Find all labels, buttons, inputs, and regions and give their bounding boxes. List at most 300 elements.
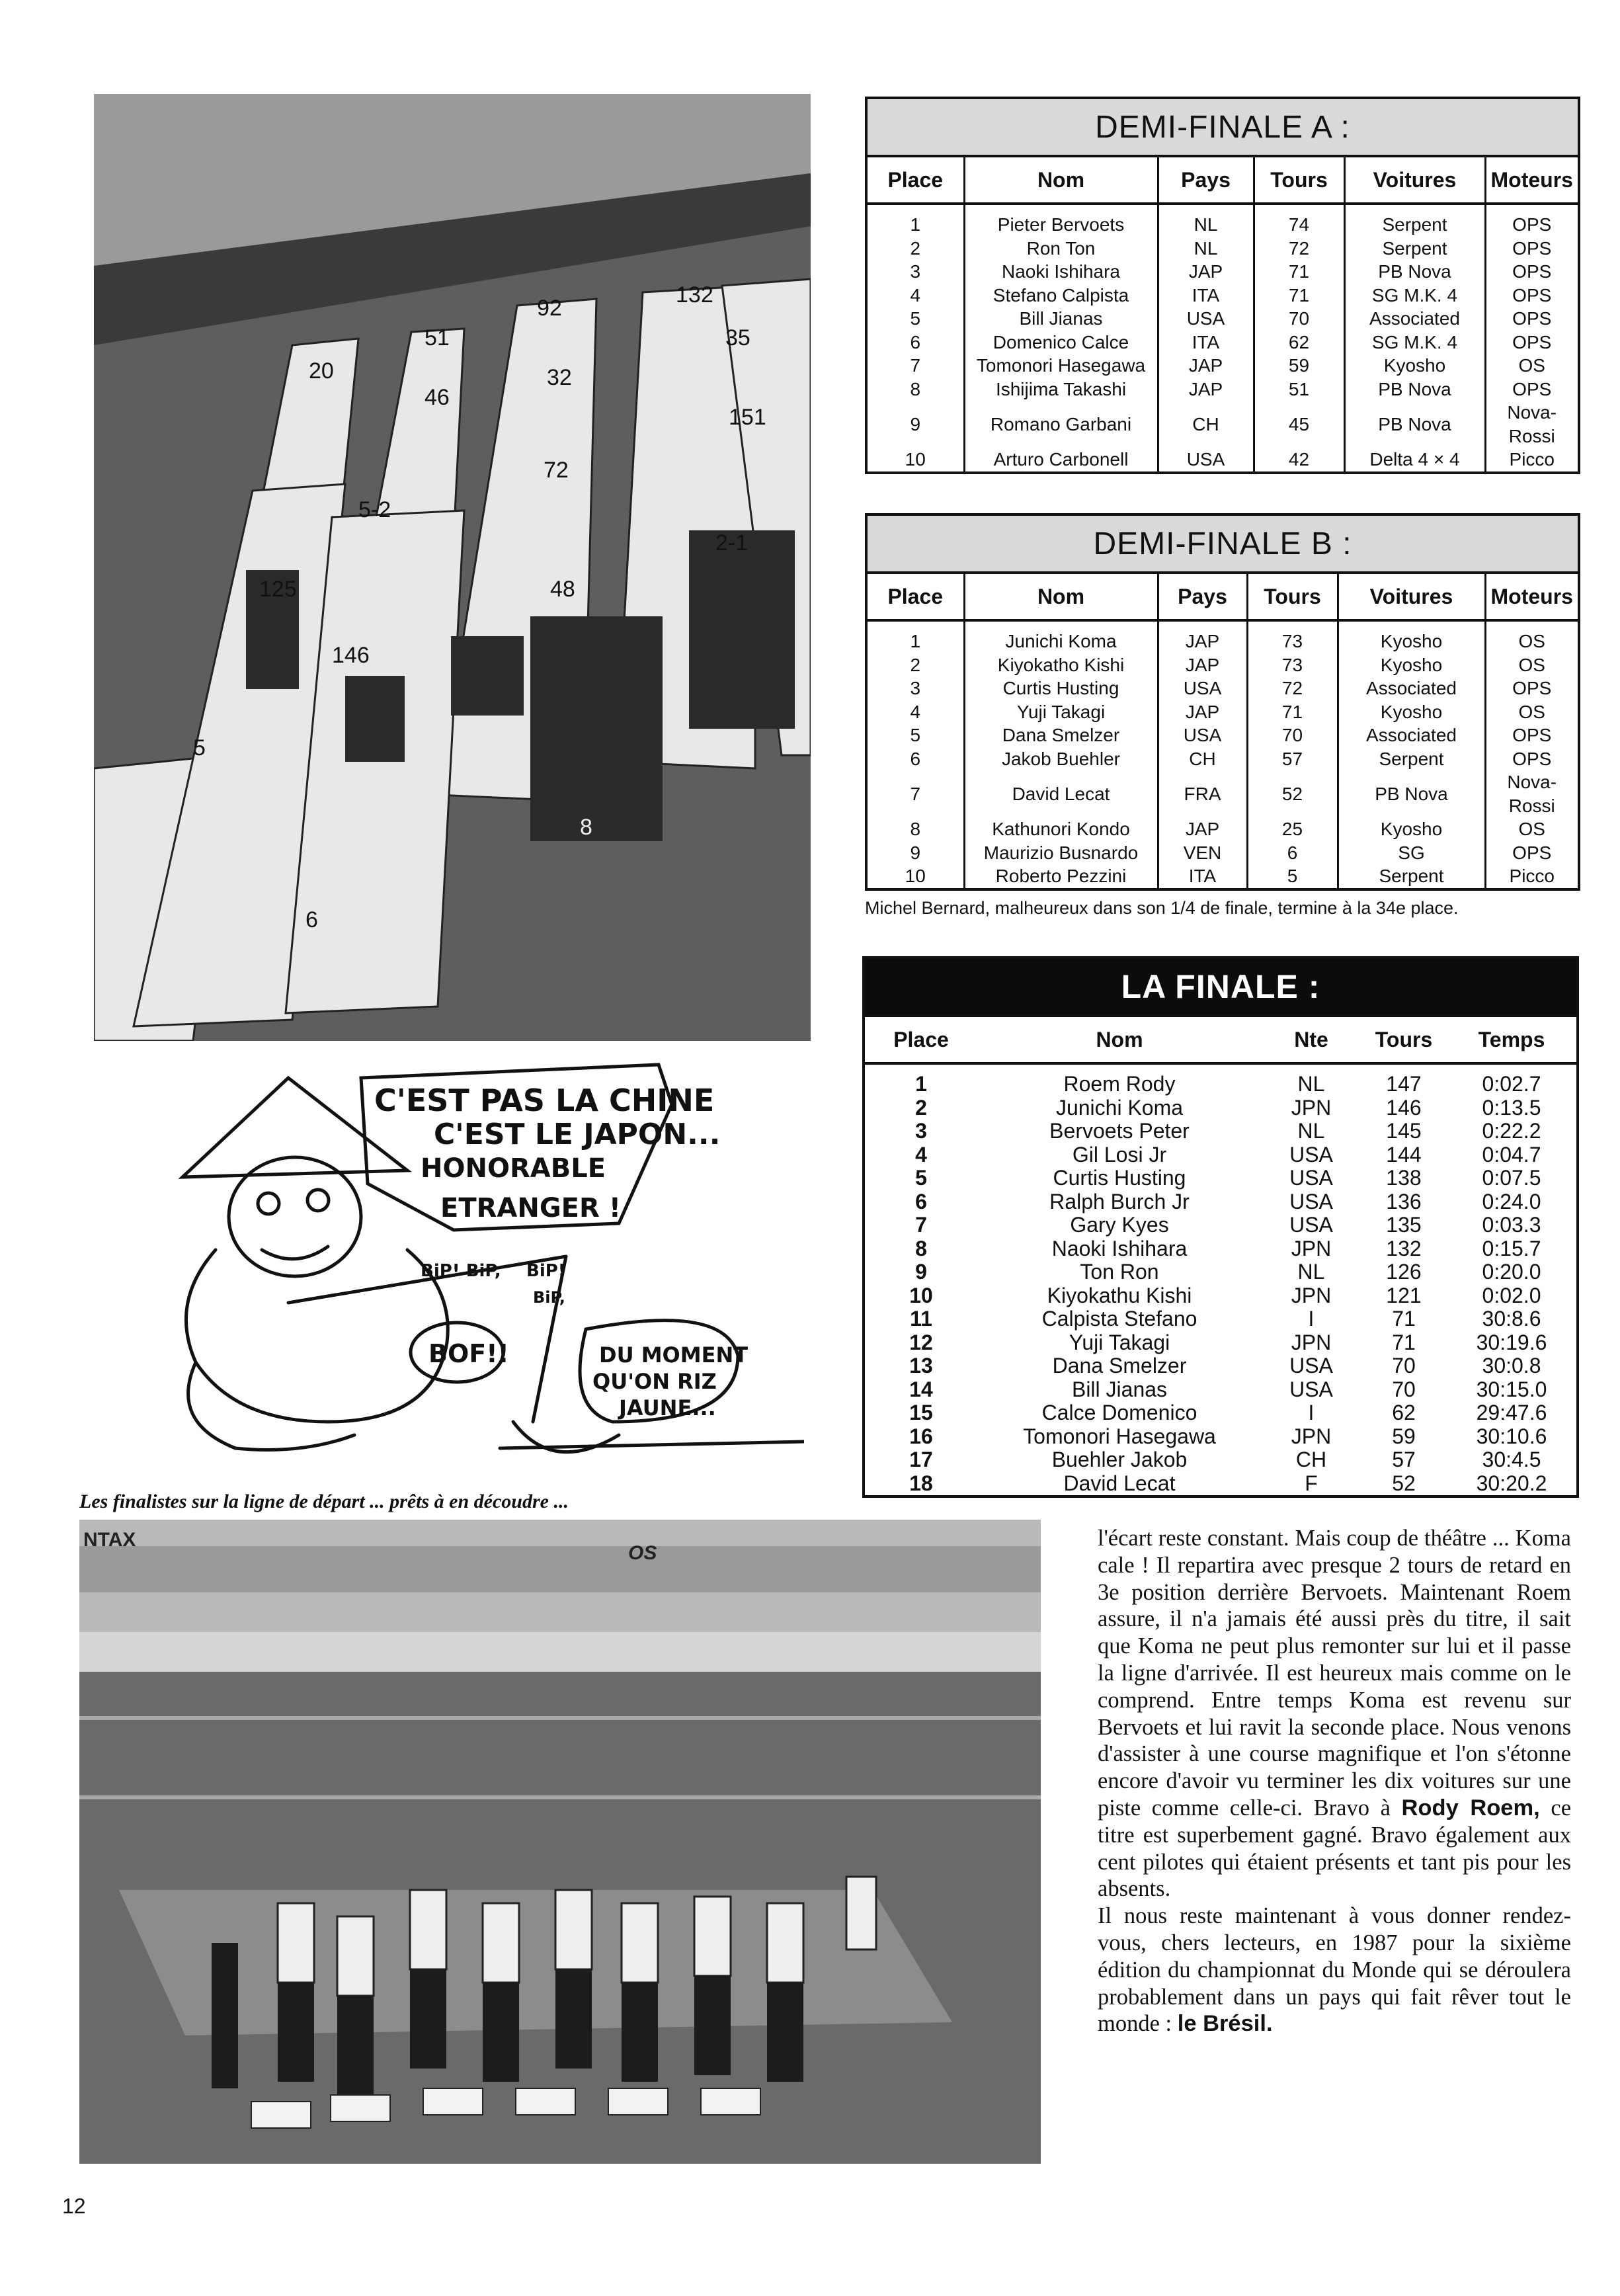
table-cell: 30:15.0: [1476, 1377, 1547, 1401]
table-row: [865, 1120, 1576, 1143]
col-header-voitures: Voitures: [1338, 574, 1485, 620]
cartoon-bip: BiP!: [526, 1261, 566, 1281]
table-cell: 7: [915, 1213, 927, 1237]
table-cell: NL: [1297, 1072, 1325, 1096]
col-header-tours: Tours: [1361, 1017, 1447, 1063]
table-row: [865, 1096, 1576, 1120]
table-cell: F: [1305, 1471, 1318, 1495]
table-row: [865, 1401, 1576, 1425]
table-cell: Kyosho: [1338, 653, 1485, 677]
table-cell: JPN: [1291, 1236, 1332, 1260]
table-cell: USA: [1158, 723, 1247, 747]
table-cell: Roberto Pezzini: [964, 864, 1158, 888]
table-cell: Kiyokatho Kishi: [964, 653, 1158, 677]
table-cell: 4: [910, 701, 921, 722]
table-row: [868, 700, 1578, 724]
col-header-tours: Tours: [1247, 574, 1338, 620]
col-header-place: Place: [865, 1017, 977, 1063]
table-cell: CH: [1295, 1448, 1327, 1471]
table-cell: USA: [1289, 1189, 1333, 1213]
table-cell: OPS: [1485, 747, 1578, 771]
article-paragraph: [1098, 1903, 1571, 2037]
table-cell: 138: [1386, 1166, 1422, 1190]
car-number: 8: [580, 815, 592, 840]
table-row: [868, 378, 1578, 401]
table-cell: JAP: [1158, 620, 1247, 653]
table-cell: Picco: [1485, 448, 1578, 472]
car-number: 72: [544, 458, 569, 483]
table-cell: 70: [1392, 1354, 1416, 1377]
table-cell: PB Nova: [1344, 378, 1485, 401]
table-cell: Bervoets Peter: [1049, 1119, 1190, 1143]
cartoon-speech-line: HONORABLE: [421, 1153, 606, 1184]
table-row: [868, 864, 1578, 888]
table-row: [865, 1307, 1576, 1331]
table-cell: 12: [909, 1330, 933, 1354]
table-cell: 71: [1392, 1330, 1416, 1354]
table-cell: 14: [909, 1377, 933, 1401]
table-cell: David Lecat: [1063, 1471, 1176, 1495]
car-number: 51: [425, 325, 450, 350]
table-cell: 3: [910, 261, 921, 282]
table-row: [865, 1063, 1576, 1096]
cartoon-speech2-line: QU'ON RIZ: [592, 1369, 717, 1394]
table-row: [868, 770, 1578, 817]
table-cell: 0:20.0: [1482, 1260, 1541, 1284]
table-cell: 9: [910, 413, 921, 434]
table-cell: 62: [1254, 331, 1344, 354]
car-number: 151: [729, 405, 766, 430]
table-cell: OPS: [1485, 676, 1578, 700]
table-cell: Associated: [1338, 723, 1485, 747]
photo-finalists-start-line: [79, 1520, 1041, 2164]
car-number: 48: [550, 577, 575, 602]
table-row: [865, 1354, 1576, 1378]
car-number: 32: [547, 365, 572, 390]
table-cell: 17: [909, 1448, 933, 1471]
table-cell: SG M.K. 4: [1344, 284, 1485, 308]
table-cell: Junichi Koma: [1055, 1095, 1184, 1120]
table-cell: 30:20.2: [1476, 1471, 1547, 1495]
photo-caption: Les finalistes sur la ligne de départ ... prêts à en découdre ...: [79, 1491, 569, 1512]
table-cell: JPN: [1291, 1424, 1332, 1448]
table-cell: Kiyokathu Kishi: [1047, 1283, 1192, 1307]
table-cell: 59: [1254, 354, 1344, 378]
table-cell: Calce Domenico: [1041, 1401, 1197, 1424]
table-cell: Picco: [1485, 864, 1578, 888]
semi-final-b-table: [865, 513, 1580, 891]
article-text-run: ce titre est superbement gagné. Bravo également aux cent pilotes qui étaient présents et tant pis pour les absents.: [1098, 1795, 1572, 1902]
col-header-nom: Nom: [964, 574, 1158, 620]
table-cell: OPS: [1485, 260, 1578, 284]
table-cell: Curtis Husting: [964, 676, 1158, 700]
car-number: 146: [332, 643, 370, 668]
table-row: [865, 1378, 1576, 1402]
table-cell: 147: [1386, 1072, 1422, 1096]
table-cell: OPS: [1485, 307, 1578, 331]
cartoon-speech2-line: JAUNE...: [619, 1395, 716, 1420]
table-cell: USA: [1158, 448, 1254, 472]
table-cell: Bill Jianas: [1071, 1377, 1168, 1401]
table-cell: SG: [1338, 841, 1485, 865]
table-cell: 11: [910, 1307, 932, 1331]
table-cell: 30:8.6: [1482, 1307, 1541, 1331]
cartoon-speech-line: ETRANGER !: [440, 1193, 621, 1223]
table-cell: Naoki Ishihara: [1051, 1236, 1188, 1260]
semi-final-a-table: [865, 97, 1580, 474]
car-number: 20: [309, 358, 334, 384]
table-cell: 25: [1247, 817, 1338, 841]
table-cell: SG M.K. 4: [1344, 331, 1485, 354]
table-cell: 1: [910, 631, 921, 651]
table-cell: 30:4.5: [1482, 1448, 1541, 1471]
table-cell: Domenico Calce: [964, 331, 1158, 354]
table-cell: 57: [1392, 1448, 1416, 1471]
car-number: 132: [676, 282, 713, 308]
table-cell: 136: [1386, 1189, 1422, 1213]
table-cell: 135: [1386, 1213, 1422, 1237]
table-cell: Bill Jianas: [964, 307, 1158, 331]
table-cell: Ton Ron: [1080, 1260, 1159, 1284]
table-cell: 5: [910, 725, 921, 745]
col-header-tours: Tours: [1254, 157, 1344, 204]
table-cell: OS: [1485, 620, 1578, 653]
table-cell: Tomonori Hasegawa: [964, 354, 1158, 378]
table-row: [868, 284, 1578, 308]
table-cell: 30:19.6: [1476, 1330, 1547, 1354]
table-cell: 71: [1392, 1307, 1416, 1331]
table-cell: JPN: [1291, 1330, 1332, 1354]
table-cell: Tomonori Hasegawa: [1023, 1424, 1216, 1448]
table-cell: Arturo Carbonell: [964, 448, 1158, 472]
col-header-nom: Nom: [977, 1017, 1262, 1063]
table-cell: 146: [1386, 1095, 1422, 1120]
table-cell: Associated: [1338, 676, 1485, 700]
table-cell: 8: [915, 1236, 927, 1260]
table-cell: JAP: [1158, 260, 1254, 284]
table-cell: Kyosho: [1338, 620, 1485, 653]
table-cell: USA: [1289, 1377, 1333, 1401]
table-cell: Ralph Burch Jr: [1049, 1189, 1190, 1213]
table-cell: 144: [1386, 1142, 1422, 1167]
table-cell: JAP: [1158, 378, 1254, 401]
table-row: [865, 1190, 1576, 1214]
car-number: 2-1: [715, 530, 749, 555]
table-cell: 7: [910, 783, 921, 804]
table-cell: 6: [910, 748, 921, 769]
table-cell: Calpista Stefano: [1041, 1307, 1197, 1331]
table-cell: 59: [1392, 1424, 1416, 1448]
table-cell: 30:0.8: [1482, 1354, 1541, 1377]
table-cell: 62: [1392, 1401, 1416, 1424]
results-note: Michel Bernard, malheureux dans son 1/4 de finale, termine à la 34e place.: [865, 898, 1459, 918]
table-cell: JPN: [1291, 1283, 1332, 1307]
table-cell: Roem Rody: [1063, 1072, 1176, 1096]
table-cell: 73: [1247, 653, 1338, 677]
table-cell: 52: [1392, 1471, 1416, 1495]
table-row: [868, 237, 1578, 261]
page-number: 12: [62, 2194, 86, 2218]
table-cell: PB Nova: [1338, 770, 1485, 817]
table-cell: 45: [1254, 401, 1344, 448]
table-cell: 8: [910, 819, 921, 839]
table-row: [868, 747, 1578, 771]
col-header-nom: Nom: [964, 157, 1158, 204]
table-row: [865, 1284, 1576, 1308]
cartoon-bof: BOF!!: [428, 1339, 509, 1368]
table-cell: Dana Smelzer: [964, 723, 1158, 747]
table-cell: Gil Losi Jr: [1072, 1142, 1167, 1167]
table-cell: Associated: [1344, 307, 1485, 331]
cartoon-bip: BiP! BiP,: [421, 1261, 501, 1281]
table-cell: 30:10.6: [1476, 1424, 1547, 1448]
table-cell: 6: [1247, 841, 1338, 865]
article-text-run: l'écart reste constant. Mais coup de théâtre ... Koma cale ! Il repartira avec presque 2 tours de retard en 3e position derrière Bervoets. Maintenant Roem assure, il n'a jamais été aussi près du titre, il sait que Koma ne peut plus remonter sur lui et il passe la ligne d'arrivée. Il est heureux mais comme on le comprend. Entre temps Koma est revenu sur Bervoets et lui ravit la seconde place. Nous venons d'assister à une course magnifique et l'on s'étonne encore d'avoir vu terminer les dix voitures sur une piste comme celle-ci. Bravo à: [1098, 1526, 1571, 1821]
table-cell: FRA: [1158, 770, 1247, 817]
table-cell: 10: [905, 449, 926, 470]
table-row: [868, 841, 1578, 865]
table-cell: JAP: [1158, 700, 1247, 724]
table-cell: 5: [910, 308, 921, 329]
table-cell: Serpent: [1338, 747, 1485, 771]
table-cell: Delta 4 × 4: [1344, 448, 1485, 472]
table-row: [868, 260, 1578, 284]
table-cell: Pieter Bervoets: [964, 204, 1158, 237]
table-cell: 145: [1386, 1119, 1422, 1143]
table-cell: 126: [1386, 1260, 1422, 1284]
article-text: [1098, 1525, 1571, 2037]
table-cell: JAP: [1158, 653, 1247, 677]
car-number: 35: [725, 325, 750, 350]
table-row: [868, 354, 1578, 378]
table-cell: 0:24.0: [1482, 1189, 1541, 1213]
table-cell: ITA: [1158, 864, 1247, 888]
table-cell: JAP: [1158, 354, 1254, 378]
table-cell: ITA: [1158, 331, 1254, 354]
table-cell: 74: [1254, 204, 1344, 237]
table-cell: OPS: [1485, 237, 1578, 261]
table-cell: I: [1308, 1307, 1315, 1331]
table-cell: 57: [1247, 747, 1338, 771]
table-cell: 42: [1254, 448, 1344, 472]
table-row: [865, 1167, 1576, 1190]
table-cell: JPN: [1291, 1095, 1332, 1120]
table-cell: Ron Ton: [964, 237, 1158, 261]
table-cell: 29:47.6: [1476, 1401, 1547, 1424]
article-bold-run: Rody Roem,: [1401, 1795, 1540, 1821]
table-cell: Yuji Takagi: [964, 700, 1158, 724]
table-cell: 4: [915, 1142, 927, 1167]
table-cell: OS: [1485, 700, 1578, 724]
table-cell: 0:03.3: [1482, 1213, 1541, 1237]
table-cell: David Lecat: [964, 770, 1158, 817]
car-number: 6: [305, 907, 318, 932]
cartoon-speech-line: C'EST LE JAPON...: [434, 1118, 721, 1151]
col-header-voitures: Voitures: [1344, 157, 1485, 204]
table-row: [865, 1472, 1576, 1496]
table-cell: 71: [1254, 284, 1344, 308]
table-cell: USA: [1289, 1166, 1333, 1190]
table-cell: Serpent: [1338, 864, 1485, 888]
table-cell: 10: [909, 1283, 933, 1307]
table-cell: 16: [909, 1424, 933, 1448]
table-cell: Serpent: [1344, 237, 1485, 261]
col-header-nationalite: Nte: [1262, 1017, 1361, 1063]
col-header-moteurs: Moteurs: [1485, 574, 1578, 620]
table-cell: CH: [1158, 747, 1247, 771]
table-row: [868, 723, 1578, 747]
table-cell: 2: [910, 654, 921, 675]
table-cell: JAP: [1158, 817, 1247, 841]
table-cell: 0:15.7: [1482, 1236, 1541, 1260]
table-cell: 3: [910, 678, 921, 698]
cartoon-speech2-line: DU MOMENT: [599, 1342, 749, 1368]
table-cell: 70: [1392, 1377, 1416, 1401]
table-cell: OPS: [1485, 331, 1578, 354]
table-cell: 8: [910, 378, 921, 399]
table-cell: USA: [1158, 307, 1254, 331]
table-cell: NL: [1297, 1260, 1325, 1284]
table-row: [868, 204, 1578, 237]
col-header-place: Place: [868, 157, 964, 204]
table-cell: Nova-Rossi: [1485, 401, 1578, 448]
table-cell: 73: [1247, 620, 1338, 653]
table-row: [868, 331, 1578, 354]
table-cell: VEN: [1158, 841, 1247, 865]
table-cell: Ishijima Takashi: [964, 378, 1158, 401]
article-text-run: Il nous reste maintenant à vous donner rendez-vous, chers lecteurs, en 1987 pour la sixième édition du championnat du Monde qui se déroulera probablement dans un pays qui fait rêver tout le monde :: [1098, 1903, 1571, 2037]
table-cell: NL: [1158, 237, 1254, 261]
table-row: [868, 676, 1578, 700]
banner-text: NTAX: [83, 1529, 136, 1551]
table-cell: Romano Garbani: [964, 401, 1158, 448]
cartoon-speech-line: C'EST PAS LA CHINE: [374, 1083, 715, 1118]
col-header-place: Place: [868, 574, 964, 620]
table-cell: Nova-Rossi: [1485, 770, 1578, 817]
table-cell: 9: [910, 842, 921, 863]
final-results-table: [862, 956, 1579, 1498]
table-title: LA FINALE :: [865, 959, 1576, 1017]
table-row: [868, 653, 1578, 677]
table-cell: 2: [915, 1095, 927, 1120]
table-cell: Dana Smelzer: [1052, 1354, 1187, 1377]
table-row: [865, 1213, 1576, 1237]
table-title: DEMI-FINALE A :: [868, 99, 1578, 157]
table-row: [865, 1260, 1576, 1284]
table-row: [868, 307, 1578, 331]
table-cell: 70: [1254, 307, 1344, 331]
table-cell: Curtis Husting: [1053, 1166, 1186, 1190]
table-cell: 6: [915, 1189, 927, 1213]
table-row: [865, 1143, 1576, 1167]
table-cell: ITA: [1158, 284, 1254, 308]
table-cell: 18: [909, 1471, 933, 1495]
table-cell: OS: [1485, 653, 1578, 677]
col-header-moteurs: Moteurs: [1485, 157, 1578, 204]
car-number: 46: [425, 385, 450, 410]
table-cell: 121: [1386, 1283, 1422, 1307]
table-cell: OPS: [1485, 204, 1578, 237]
table-cell: 70: [1247, 723, 1338, 747]
car-number: 92: [537, 296, 562, 321]
car-number: 5: [193, 735, 206, 760]
table-cell: Serpent: [1344, 204, 1485, 237]
table-cell: 2: [910, 237, 921, 259]
car-number: 125: [259, 577, 297, 602]
table-cell: 6: [910, 331, 921, 352]
table-cell: PB Nova: [1344, 260, 1485, 284]
table-cell: 0:04.7: [1482, 1142, 1541, 1167]
table-cell: Kyosho: [1338, 817, 1485, 841]
article-paragraph: [1098, 1525, 1571, 1903]
table-cell: OPS: [1485, 378, 1578, 401]
table-cell: 71: [1254, 260, 1344, 284]
table-cell: 132: [1386, 1236, 1422, 1260]
article-bold-run: le Brésil.: [1177, 2011, 1273, 2037]
table-cell: 13: [909, 1354, 933, 1377]
table-cell: Jakob Buehler: [964, 747, 1158, 771]
table-cell: 0:02.0: [1482, 1283, 1541, 1307]
table-cell: NL: [1297, 1119, 1325, 1143]
col-header-pays: Pays: [1158, 574, 1247, 620]
table-row: [865, 1448, 1576, 1472]
table-cell: Naoki Ishihara: [964, 260, 1158, 284]
table-row: [865, 1331, 1576, 1355]
table-cell: 1: [910, 214, 921, 235]
cartoon-illustration: [156, 1051, 804, 1488]
table-cell: USA: [1158, 676, 1247, 700]
table-row: [868, 401, 1578, 448]
table-cell: 5: [1247, 864, 1338, 888]
col-header-pays: Pays: [1158, 157, 1254, 204]
table-cell: 10: [905, 866, 926, 886]
table-cell: PB Nova: [1344, 401, 1485, 448]
table-row: [868, 620, 1578, 653]
table-cell: Gary Kyes: [1070, 1213, 1169, 1237]
table-cell: Kyosho: [1344, 354, 1485, 378]
table-cell: I: [1308, 1401, 1315, 1424]
table-cell: Stefano Calpista: [964, 284, 1158, 308]
table-cell: 72: [1254, 237, 1344, 261]
table-cell: 3: [915, 1119, 927, 1143]
table-cell: 0:07.5: [1482, 1166, 1541, 1190]
table-cell: NL: [1158, 204, 1254, 237]
table-row: [868, 817, 1578, 841]
table-cell: Yuji Takagi: [1069, 1330, 1170, 1354]
photo-rc-cars-pit: [94, 94, 811, 1041]
table-cell: 71: [1247, 700, 1338, 724]
table-row: [868, 448, 1578, 472]
table-cell: 51: [1254, 378, 1344, 401]
table-cell: USA: [1289, 1213, 1333, 1237]
table-cell: Kathunori Kondo: [964, 817, 1158, 841]
table-cell: Buehler Jakob: [1051, 1448, 1188, 1471]
table-cell: 7: [910, 355, 921, 376]
cartoon-bip: BiP,: [533, 1288, 565, 1307]
table-row: [865, 1237, 1576, 1261]
table-cell: USA: [1289, 1354, 1333, 1377]
table-cell: 1: [915, 1072, 927, 1096]
table-cell: USA: [1289, 1142, 1333, 1167]
table-title: DEMI-FINALE B :: [868, 516, 1578, 574]
table-cell: CH: [1158, 401, 1254, 448]
banner-text: OS: [628, 1542, 657, 1564]
table-cell: 0:22.2: [1482, 1119, 1541, 1143]
table-cell: 15: [909, 1401, 933, 1424]
table-row: [865, 1425, 1576, 1449]
table-cell: 4: [910, 284, 921, 306]
table-cell: OS: [1485, 817, 1578, 841]
